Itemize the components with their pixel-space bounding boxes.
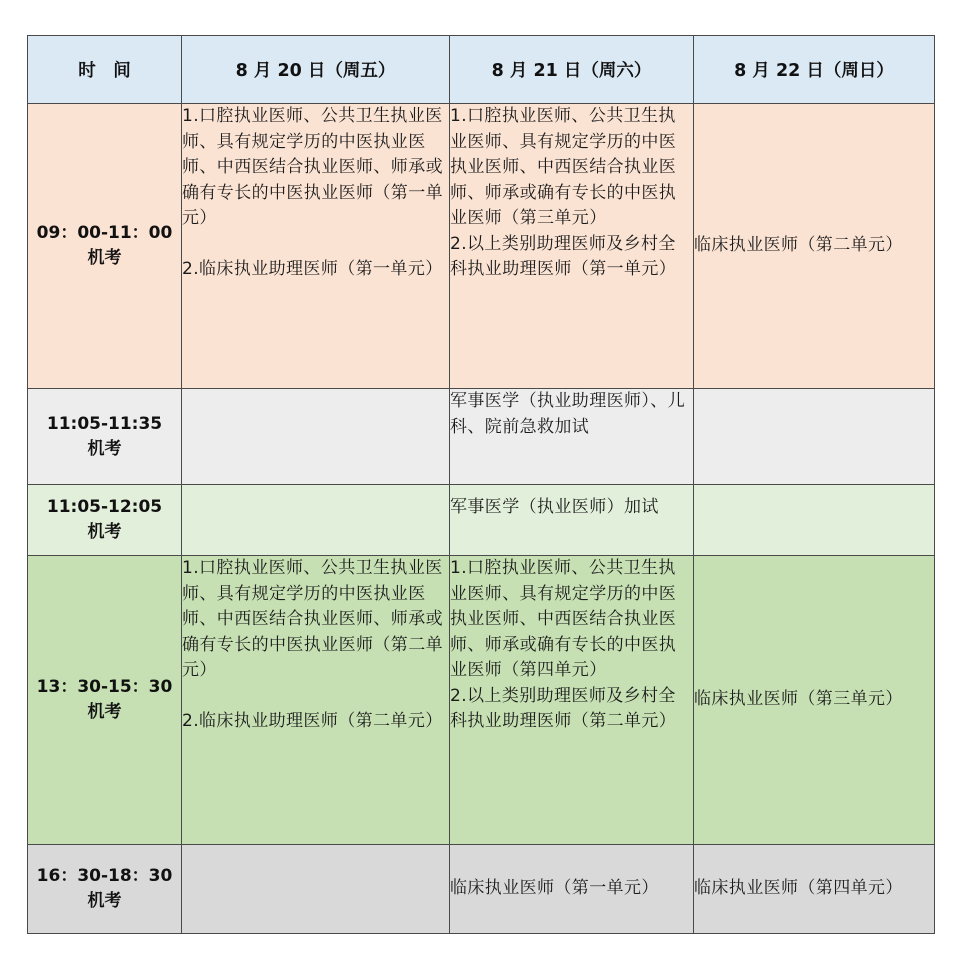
schedule-cell-aug20-empty [182,389,450,485]
schedule-cell-aug20-empty [182,845,450,934]
schedule-cell-aug21 [450,556,694,845]
header-day-aug22: 8 月 22 日（周日） [694,36,935,104]
time-range: 11:05-11:35 [46,413,163,434]
exam-item: 临床执业医师（第一单元） [450,878,659,899]
schedule-cell-aug21 [450,104,694,389]
schedule-cell-aug20-empty [182,485,450,556]
schedule-cell-aug22 [694,845,935,934]
time-cell [28,104,182,389]
exam-item: 1.口腔执业医师、公共卫生执业医师、具有规定学历的中医执业医师、中西医结合执业医师、师承或确有专长的中医执业医师（第三单元） [450,106,677,228]
exam-item: 军事医学（执业医师）加试 [450,497,659,517]
exam-schedule-table [27,35,935,934]
exam-mode: 机考 [87,522,122,542]
exam-mode: 机考 [87,702,122,722]
exam-item: 1.口腔执业医师、公共卫生执业医师、具有规定学历的中医执业医师、中西医结合执业医师、师承或确有专长的中医执业医师（第二单元） [182,558,443,680]
exam-item: 2.以上类别助理医师及乡村全科执业助理医师（第二单元） [450,685,677,731]
exam-item: 1.口腔执业医师、公共卫生执业医师、具有规定学历的中医执业医师、中西医结合执业医师、师承或确有专长的中医执业医师（第四单元） [450,558,677,680]
time-cell [28,389,182,485]
schedule-cell-aug22-empty [694,389,935,485]
time-cell [28,485,182,556]
schedule-cell-aug21 [450,845,694,934]
schedule-cell-aug21 [450,485,694,556]
exam-item: 临床执业医师（第二单元） [694,235,903,256]
schedule-cell-aug20 [182,556,450,845]
exam-item: 军事医学（执业助理医师）、儿科、院前急救加试 [450,391,686,437]
schedule-cell-aug22-empty [694,485,935,556]
header-day-aug21: 8 月 21 日（周六） [450,36,694,104]
exam-mode: 机考 [87,248,122,268]
exam-item: 2.临床执业助理医师（第一单元） [182,259,443,279]
header-row [28,36,935,104]
slot-row-1330 [28,556,935,845]
slot-row-1630 [28,845,935,934]
exam-item: 临床执业医师（第三单元） [694,689,903,710]
time-range: 16：30-18：30 [36,866,173,886]
time-cell [28,845,182,934]
header-day-aug20: 8 月 20 日（周五） [182,36,450,104]
schedule-cell-aug21 [450,389,694,485]
slot-row-1105a [28,389,935,485]
exam-item: 2.以上类别助理医师及乡村全科执业助理医师（第一单元） [450,233,677,279]
time-range: 13：30-15：30 [36,677,173,697]
time-range: 11:05-12:05 [46,497,163,517]
exam-item: 临床执业医师（第四单元） [694,878,903,899]
header-time: 时 间 [28,36,182,104]
schedule-cell-aug20 [182,104,450,389]
slot-row-1105b [28,485,935,556]
time-cell [28,556,182,845]
exam-mode: 机考 [87,891,122,911]
exam-item: 1.口腔执业医师、公共卫生执业医师、具有规定学历的中医执业医师、中西医结合执业医师、师承或确有专长的中医执业医师（第一单元） [182,106,443,228]
slot-row-0900 [28,104,935,389]
schedule-cell-aug22 [694,104,935,389]
time-range: 09：00-11：00 [36,223,173,243]
exam-mode: 机考 [87,438,122,459]
schedule-cell-aug22 [694,556,935,845]
exam-item: 2.临床执业助理医师（第二单元） [182,711,443,731]
